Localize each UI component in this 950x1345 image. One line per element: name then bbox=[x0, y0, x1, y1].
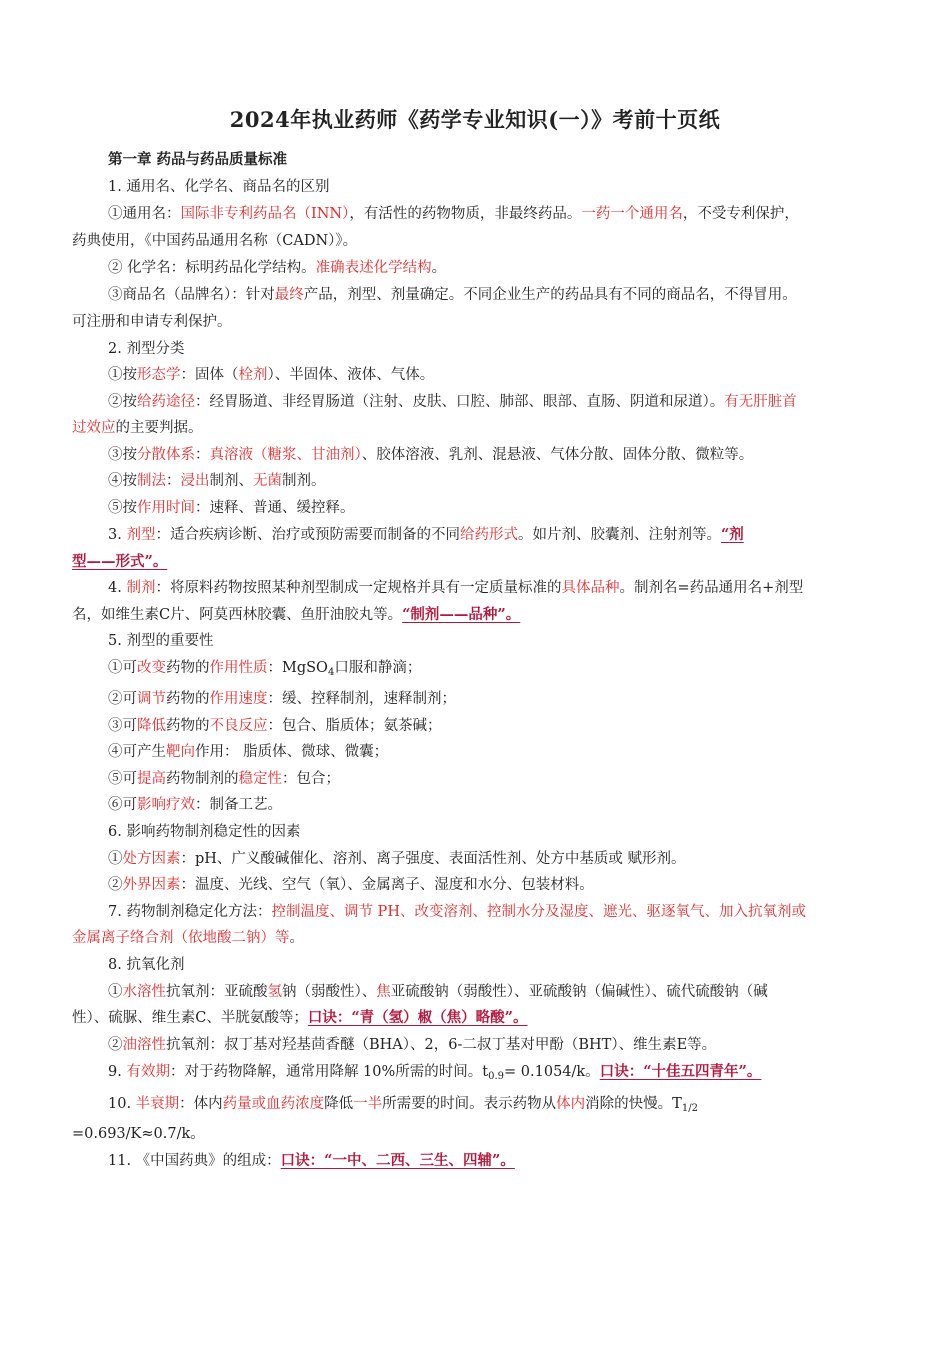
paragraph: 性）、硫脲、维生素C、半胱氨酸等；口诀：“青（氢）椒（焦）略酸”。 bbox=[72, 1009, 528, 1026]
paragraph: 过效应的主要判据。 bbox=[72, 420, 203, 436]
paragraph: 5. 剂型的重要性 bbox=[108, 633, 214, 649]
paragraph: 4. 制剂：将原料药物按照某种剂型制成一定规格并具有一定质量标准的具体品种。制剂名=药品通用名+剂型 bbox=[108, 580, 804, 596]
paragraph: 可注册和申请专利保护。 bbox=[72, 314, 232, 330]
paragraph: ③按分散体系：真溶液（糖浆、甘油剂）、胶体溶液、乳剂、混悬液、气体分散、固体分散、微粒等。 bbox=[108, 447, 754, 463]
paragraph: 6. 影响药物制剂稳定性的因素 bbox=[108, 824, 301, 840]
paragraph: ②可调节药物的作用速度：缓、控释制剂，速释制剂； bbox=[108, 691, 456, 707]
paragraph: ①水溶性抗氧剂：亚硫酸氢钠（弱酸性）、焦亚硫酸钠（弱酸性）、亚硫酸钠（偏碱性）、硫代硫酸钠（碱 bbox=[108, 984, 768, 1000]
chapter-heading: 第一章 药品与药品质量标准 bbox=[108, 151, 288, 168]
paragraph: 药典使用，《中国药品通用名称（CADN）》。 bbox=[72, 233, 358, 249]
paragraph: =0.693/K≈0.7/k。 bbox=[72, 1126, 205, 1142]
paragraph: ⑤可提高药物制剂的稳定性：包合； bbox=[108, 771, 340, 787]
paragraph: 型——形式”。 bbox=[72, 553, 168, 570]
paragraph: 2. 剂型分类 bbox=[108, 341, 185, 357]
paragraph: 7. 药物制剂稳定化方法：控制温度、调节 PH、改变溶剂、控制水分及湿度、遮光、驱逐氧气、加入抗氧剂或 bbox=[108, 904, 806, 920]
paragraph: 8. 抗氧化剂 bbox=[108, 957, 185, 973]
paragraph: ②按给药途径：经胃肠道、非经胃肠道（注射、皮肤、口腔、肺部、眼部、直肠、阴道和尿道）。有无肝脏首 bbox=[108, 394, 797, 410]
paragraph: ③商品名（品牌名）：针对最终产品，剂型、剂量确定。不同企业生产的药品具有不同的商品名，不得冒用。 bbox=[108, 287, 797, 303]
paragraph: 金属离子络合剂（依地酸二钠）等。 bbox=[72, 930, 304, 946]
document-title: 2024年执业药师《药学专业知识(一）》考前十页纸 bbox=[229, 107, 721, 132]
paragraph: ⑤按作用时间：速释、普通、缓控释。 bbox=[108, 500, 355, 516]
paragraph: ④按制法：浸出制剂、无菌制剂。 bbox=[108, 473, 326, 489]
paragraph: 11. 《中国药典》的组成：口诀：“一中、二西、三生、四辅”。 bbox=[108, 1152, 515, 1169]
paragraph: ② 化学名：标明药品化学结构。准确表述化学结构。 bbox=[108, 260, 447, 276]
paragraph: ⑥可影响疗效：制备工艺。 bbox=[108, 797, 282, 813]
paragraph: 1. 通用名、化学名、商品名的区别 bbox=[108, 179, 330, 195]
paragraph: 9. 有效期：对于药物降解，通常用降解 10%所需的时间。$t_{0.9}= 0.1054/k$。口诀：“十佳五四青年”。 bbox=[108, 1063, 762, 1082]
paragraph: 名，如维生素C片、阿莫西林胶囊、鱼肝油胶丸等。“制剂——品种”。 bbox=[72, 606, 521, 623]
paragraph: ②油溶性抗氧剂：叔丁基对羟基茴香醚（BHA）、2，6-二叔丁基对甲酚（BHT）、维生素E等。 bbox=[108, 1037, 717, 1053]
paragraph: ③可降低药物的不良反应：包合、脂质体；氨茶碱； bbox=[108, 718, 442, 734]
paragraph: ②外界因素：温度、光线、空气（氧）、金属离子、湿度和水分、包装材料。 bbox=[108, 877, 594, 893]
paragraph: ④可产生靶向作用： 脂质体、微球、微囊； bbox=[108, 744, 389, 760]
paragraph: 3. 剂型：适合疾病诊断、治疗或预防需要而制备的不同给药形式。如片剂、胶囊剂、注射剂等。“剂 bbox=[108, 526, 744, 543]
paragraph: ①可改变药物的作用性质：MgSO$_4$口服和静滴； bbox=[108, 660, 422, 678]
paragraph: ①通用名：国际非专利药品名（INN），有活性的药物物质，非最终药品。一药一个通用名，不受专利保护， bbox=[108, 206, 799, 222]
paragraph: ①按形态学：固体（栓剂）、半固体、液体、气体。 bbox=[108, 367, 435, 383]
paragraph: ①处方因素：pH、广义酸碱催化、溶剂、离子强度、表面活性剂、处方中基质或 赋形剂。 bbox=[108, 851, 686, 867]
paragraph: 10. 半衰期：体内药量或血药浓度降低一半所需要的时间。表示药物从体内消除的快慢。$T_{1/2}$ bbox=[108, 1096, 698, 1114]
